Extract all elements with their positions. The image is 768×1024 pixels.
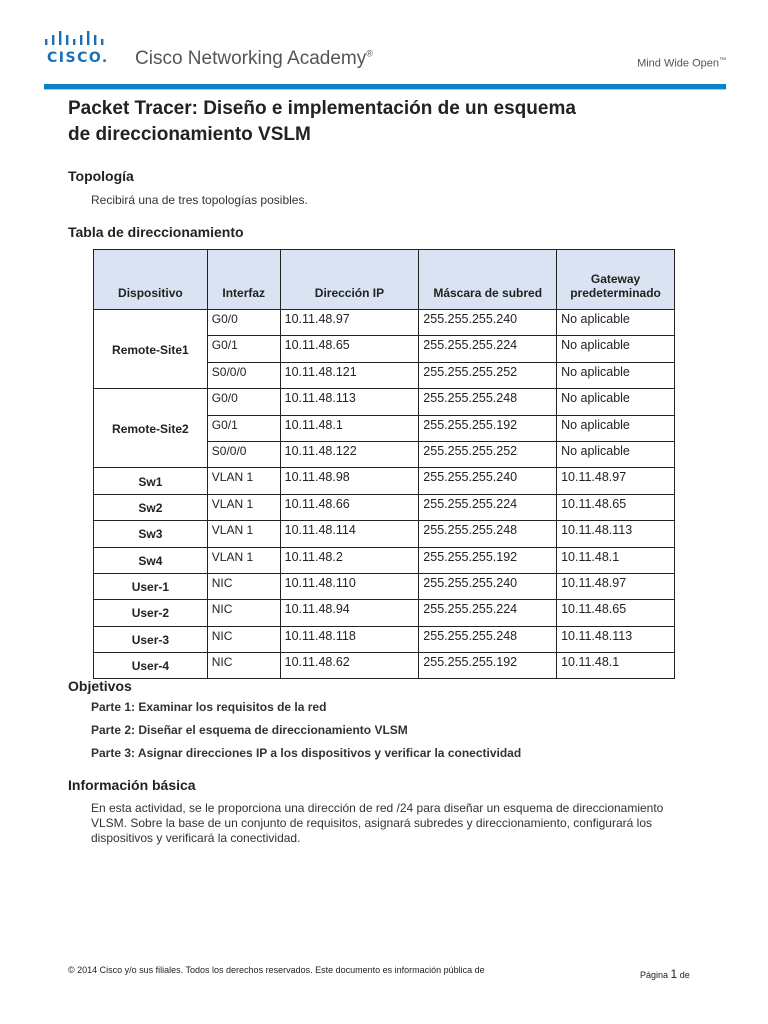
device-cell: User-4 (94, 653, 208, 679)
ip-cell: 10.11.48.65 (280, 336, 419, 362)
mask-cell: 255.255.255.248 (419, 626, 557, 652)
table-row (94, 547, 675, 573)
ip-cell: 10.11.48.113 (280, 389, 419, 415)
topologia-text: Recibirá una de tres topologías posibles. (91, 193, 308, 207)
interface-cell: NIC (207, 573, 280, 599)
page-number: Página 1 de (640, 967, 690, 981)
cisco-logo-wordmark: CISCO. (47, 50, 109, 66)
ip-cell: 10.11.48.97 (280, 310, 419, 336)
gateway-cell: 10.11.48.1 (557, 653, 675, 679)
ip-cell: 10.11.48.118 (280, 626, 419, 652)
ip-cell: 10.11.48.94 (280, 600, 419, 626)
mask-cell: 255.255.255.240 (419, 573, 557, 599)
tabla-heading: Tabla de direccionamiento (68, 224, 244, 240)
gateway-cell: 10.11.48.97 (557, 468, 675, 494)
column-header: Máscara de subred (419, 250, 557, 310)
table-row (94, 653, 675, 679)
informacion-heading: Información básica (68, 777, 196, 793)
mask-cell: 255.255.255.224 (419, 600, 557, 626)
device-cell: User-3 (94, 626, 208, 652)
gateway-cell: No aplicable (557, 336, 675, 362)
ip-cell: 10.11.48.114 (280, 521, 419, 547)
interface-cell: NIC (207, 653, 280, 679)
mask-cell: 255.255.255.192 (419, 415, 557, 441)
interface-cell: VLAN 1 (207, 547, 280, 573)
interface-cell: VLAN 1 (207, 494, 280, 520)
table-row (94, 494, 675, 520)
table-body (94, 310, 675, 679)
page-header (0, 0, 768, 90)
mask-cell: 255.255.255.192 (419, 653, 557, 679)
table-row (94, 389, 675, 415)
mask-cell: 255.255.255.248 (419, 389, 557, 415)
device-cell: User-2 (94, 600, 208, 626)
objetivo-item: Parte 3: Asignar direcciones IP a los dispositivos y verificar la conectividad (91, 746, 522, 760)
header-rule-thin (44, 89, 726, 90)
device-cell: Sw2 (94, 494, 208, 520)
gateway-cell: 10.11.48.65 (557, 600, 675, 626)
gateway-cell: No aplicable (557, 415, 675, 441)
device-cell: User-1 (94, 573, 208, 599)
ip-cell: 10.11.48.62 (280, 653, 419, 679)
mask-cell: 255.255.255.240 (419, 310, 557, 336)
column-header: Interfaz (207, 250, 280, 310)
mask-cell: 255.255.255.252 (419, 362, 557, 388)
gateway-cell: 10.11.48.113 (557, 626, 675, 652)
gateway-cell: 10.11.48.1 (557, 547, 675, 573)
ip-cell: 10.11.48.98 (280, 468, 419, 494)
column-header: Dirección IP (280, 250, 419, 310)
ip-cell: 10.11.48.1 (280, 415, 419, 441)
mask-cell: 255.255.255.192 (419, 547, 557, 573)
ip-cell: 10.11.48.2 (280, 547, 419, 573)
ip-cell: 10.11.48.122 (280, 441, 419, 467)
gateway-cell: No aplicable (557, 389, 675, 415)
cisco-logo-icon (44, 31, 114, 49)
addressing-table (93, 249, 675, 679)
ip-cell: 10.11.48.66 (280, 494, 419, 520)
interface-cell: G0/0 (207, 310, 280, 336)
gateway-cell: No aplicable (557, 362, 675, 388)
device-cell: Remote-Site1 (94, 310, 208, 389)
table-row (94, 626, 675, 652)
tagline: Mind Wide Open™ (637, 57, 726, 70)
table-row (94, 573, 675, 599)
device-cell: Sw4 (94, 547, 208, 573)
column-header: Gateway predeterminado (557, 250, 675, 310)
mask-cell: 255.255.255.240 (419, 468, 557, 494)
device-cell: Remote-Site2 (94, 389, 208, 468)
interface-cell: S0/0/0 (207, 362, 280, 388)
table-row (94, 600, 675, 626)
objetivo-item: Parte 1: Examinar los requisitos de la red (91, 700, 327, 714)
academy-name: Cisco Networking Academy® (135, 48, 373, 69)
ip-cell: 10.11.48.121 (280, 362, 419, 388)
table-header-row (94, 250, 675, 310)
mask-cell: 255.255.255.224 (419, 336, 557, 362)
table-row (94, 521, 675, 547)
interface-cell: VLAN 1 (207, 468, 280, 494)
page-title: Packet Tracer: Diseño e implementación de un esquema de direccionamiento VSLM (68, 98, 576, 145)
mask-cell: 255.255.255.224 (419, 494, 557, 520)
ip-cell: 10.11.48.110 (280, 573, 419, 599)
interface-cell: G0/1 (207, 336, 280, 362)
column-header: Dispositivo (94, 250, 208, 310)
footer-copyright: © 2014 Cisco y/o sus filiales. Todos los derechos reservados. Este documento es información pública de (68, 965, 485, 975)
gateway-cell: No aplicable (557, 441, 675, 467)
table-row (94, 310, 675, 336)
device-cell: Sw3 (94, 521, 208, 547)
topologia-heading: Topología (68, 168, 134, 184)
informacion-text: En esta actividad, se le proporciona una dirección de red /24 para diseñar un esquema de direccionamiento VLSM. Sobre la base de un conjunto de requisitos, asignará subredes y direccionamiento, configurará los dispositivos y verificará la conectividad. (91, 801, 664, 845)
mask-cell: 255.255.255.252 (419, 441, 557, 467)
mask-cell: 255.255.255.248 (419, 521, 557, 547)
gateway-cell: 10.11.48.65 (557, 494, 675, 520)
interface-cell: G0/0 (207, 389, 280, 415)
objetivo-item: Parte 2: Diseñar el esquema de direccionamiento VLSM (91, 723, 408, 737)
interface-cell: S0/0/0 (207, 441, 280, 467)
gateway-cell: No aplicable (557, 310, 675, 336)
interface-cell: G0/1 (207, 415, 280, 441)
objetivos-heading: Objetivos (68, 678, 132, 694)
interface-cell: NIC (207, 626, 280, 652)
device-cell: Sw1 (94, 468, 208, 494)
interface-cell: VLAN 1 (207, 521, 280, 547)
table-row (94, 468, 675, 494)
gateway-cell: 10.11.48.97 (557, 573, 675, 599)
interface-cell: NIC (207, 600, 280, 626)
gateway-cell: 10.11.48.113 (557, 521, 675, 547)
